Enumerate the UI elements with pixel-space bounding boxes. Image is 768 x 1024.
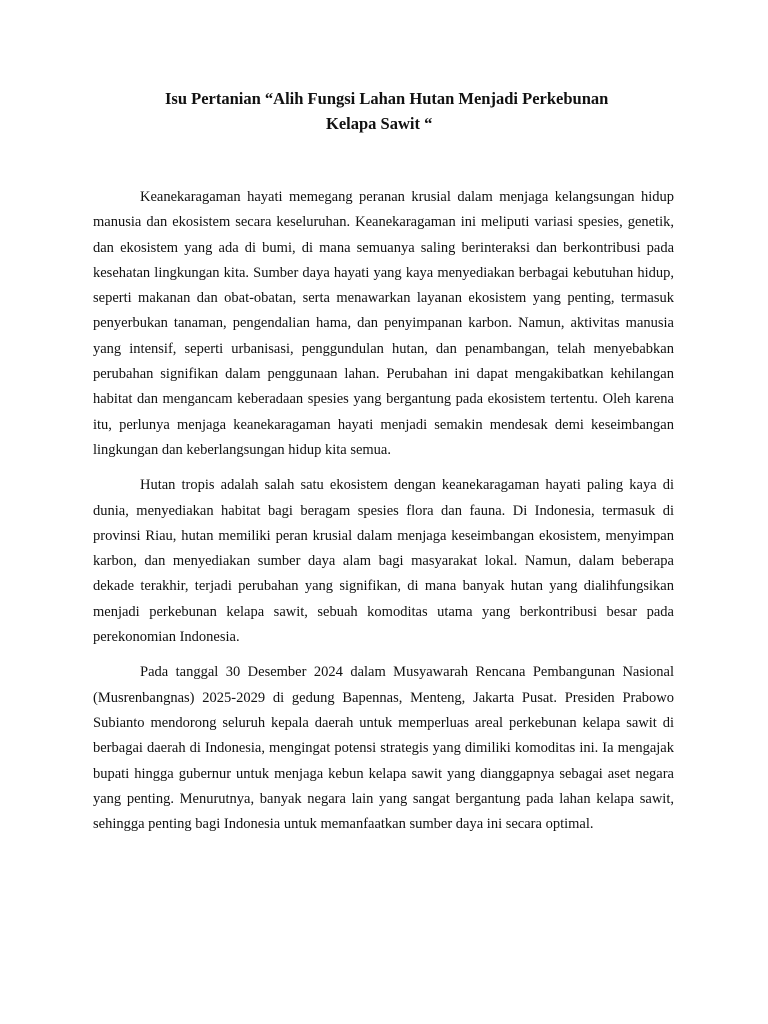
paragraph-musrenbangnas: Pada tanggal 30 Desember 2024 dalam Musyawarah Rencana Pembangunan Nasional (Musrenbangnas) 2025-2029 di gedung Bapennas, Menteng, Jakarta Pusat. Presiden Prabowo Subianto mendorong seluruh kepala daerah untuk memperluas areal perkebunan kelapa sawit di berbagai daerah di Indonesia, mengingat potensi strategis yang dimiliki komoditas ini. Ia mengajak bupati hingga gubernur untuk menjaga kebun kelapa sawit yang dianggapnya sebagai aset negara yang penting. Menurutnya, banyak negara lain yang sangat bergantung pada lahan kelapa sawit, sehingga penting bagi Indonesia untuk memanfaatkan sumber daya ini secara optimal. <box>93 664 674 833</box>
paragraph-tropical-forest: Hutan tropis adalah salah satu ekosistem dengan keanekaragaman hayati paling kaya di dunia, menyediakan habitat bagi beragam spesies flora dan fauna. Di Indonesia, termasuk di provinsi Riau, hutan memiliki peran krusial dalam menjaga keseimbangan ekosistem, menyimpan karbon, dan menyediakan sumber daya alam bagi masyarakat lokal. Namun, dalam beberapa dekade terakhir, terjadi perubahan yang signifikan, di mana banyak hutan yang dialihfungsikan menjadi perkebunan kelapa sawit, sebuah komoditas utama yang berkontribusi besar pada perekonomian Indonesia. <box>93 477 674 646</box>
paragraph-biodiversity: Keanekaragaman hayati memegang peranan krusial dalam menjaga kelangsungan hidup manusia dan ekosistem secara keseluruhan. Keanekaragaman ini meliputi variasi spesies, genetik, dan ekosistem yang ada di bumi, di mana semuanya saling berinteraksi dan berkontribusi pada kesehatan lingkungan kita. Sumber daya hayati yang kaya menyediakan berbagai kebutuhan hidup, seperti makanan dan obat-obatan, serta menawarkan layanan ekosistem yang penting, termasuk penyerbukan tanaman, pengendalian hama, dan penyimpanan karbon. Namun, aktivitas manusia yang intensif, seperti urbanisasi, penggundulan hutan, dan penambangan, telah menyebabkan perubahan signifikan dalam penggunaan lahan. Perubahan ini dapat mengakibatkan kehilangan habitat dan mengancam keberadaan spesies yang bergantung pada ekosistem tertentu. Oleh karena itu, perlunya menjaga keanekaragaman hayati menjadi semakin mendesak demi keseimbangan lingkungan dan keberlangsungan hidup kita semua. <box>93 189 674 458</box>
document-title-line-1: Isu Pertanian “Alih Fungsi Lahan Hutan Menjadi Perkebunan <box>165 89 609 108</box>
document-body <box>93 185 674 847</box>
document-title-line-2: Kelapa Sawit “ <box>326 114 433 133</box>
document-title <box>93 86 719 136</box>
